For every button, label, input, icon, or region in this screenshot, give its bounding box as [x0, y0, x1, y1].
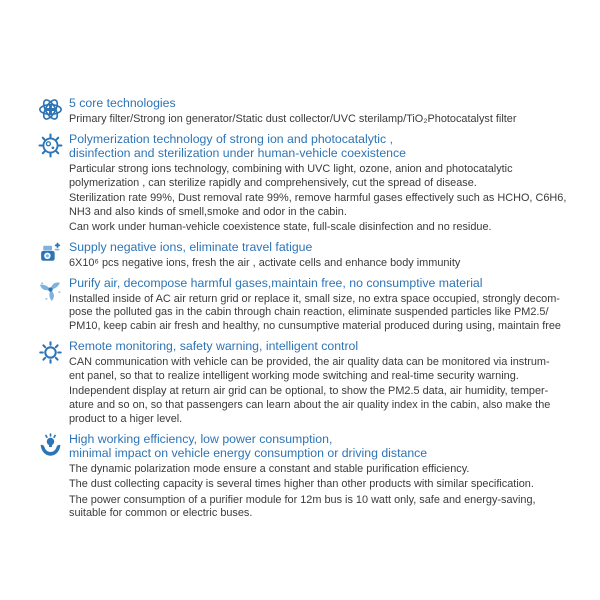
feature-list	[38, 96, 583, 527]
body-line: polymerization , can sterilize rapidly and comprehensively, cut the spread of disease.	[69, 176, 477, 189]
section-remote-monitoring	[38, 339, 583, 427]
section-heading	[69, 276, 583, 291]
body-line: The dynamic polarization mode ensure a constant and stable purification efficiency.	[69, 462, 470, 475]
section-paragraph	[69, 463, 583, 477]
body-line: ent panel, so that to realize intelligent working mode switching and real-time security warning.	[69, 369, 519, 382]
body-line: PM10, keep cabin air fresh and healthy, no cunsumptive material produced during using, maintain free	[69, 320, 561, 333]
heading-line: 5 core technologies	[69, 96, 176, 110]
body-line: ature and so on, so that passengers can learn about the air quality index in the cabin, also make the	[69, 398, 551, 411]
heading-line: minimal impact on vehicle energy consumption or driving distance	[69, 446, 428, 461]
body-line: Primary filter/Strong ion generator/Static dust collector/UVC sterilamp/TiO₂Photocatalyst filter	[69, 112, 517, 125]
body-line: pose the polluted gas in the cabin through chain reaction, eliminate suspended particles like PM2.5/	[69, 306, 549, 319]
virus-icon	[38, 133, 63, 158]
section-core-technologies	[38, 96, 583, 128]
heading-line: Remote monitoring, safety warning, intelligent control	[69, 339, 359, 354]
section-heading	[69, 96, 583, 111]
body-line: suitable for common or electric buses.	[69, 507, 253, 520]
section-paragraph	[69, 113, 583, 127]
section-heading	[69, 132, 583, 161]
section-paragraph	[69, 192, 583, 220]
heading-line: High working efficiency, low power consumption,	[69, 431, 333, 446]
body-line: product to a higer level.	[69, 412, 183, 425]
body-line: 6X10⁶ pcs negative ions, fresh the air , activate cells and enhance body immunity	[69, 256, 461, 269]
section-paragraph	[69, 257, 583, 271]
atom-icon	[38, 97, 63, 122]
section-negative-ions	[38, 240, 583, 272]
section-paragraph	[69, 163, 583, 191]
body-line: CAN communication with vehicle can be provided, the air quality data can be monitored via instrum-	[69, 355, 550, 368]
section-purify-air	[38, 276, 583, 335]
body-line: The power consumption of a purifier module for 12m bus is 10 watt only, safe and energy-saving,	[69, 493, 536, 506]
heading-line: Supply negative ions, eliminate travel fatigue	[69, 240, 313, 255]
section-high-efficiency	[38, 432, 583, 523]
body-line: NH3 and also kinds of smell,smoke and odor in the cabin.	[69, 205, 347, 218]
section-heading	[69, 432, 583, 461]
heading-line: disinfection and sterilization under human-vehicle coexistence	[69, 146, 406, 161]
section-heading	[69, 339, 583, 354]
body-line: Installed inside of AC air return grid or replace it, small size, no extra space occupied, strongly decom-	[69, 292, 560, 305]
energy-saving-bulb-icon	[38, 433, 63, 458]
negative-ions-icon	[38, 241, 63, 266]
section-paragraph	[69, 385, 583, 426]
heading-line: Purify air, decompose harmful gases,maintain free, no consumptive material	[69, 276, 483, 291]
section-paragraph	[69, 356, 583, 384]
section-polymerization	[38, 132, 583, 236]
body-line: Can work under human-vehicle coexistence state, full-scale disinfection and no residue.	[69, 220, 492, 233]
section-heading	[69, 240, 583, 255]
remote-monitoring-icon	[38, 340, 63, 365]
purify-air-icon	[38, 277, 63, 302]
body-line: Sterilization rate 99%, Dust removal rate 99%, remove harmful gases effectively such as HCHO, C6H6,	[69, 191, 567, 204]
section-paragraph	[69, 494, 583, 522]
heading-line: Polymerization technology of strong ion and photocatalytic ,	[69, 131, 394, 146]
body-line: Particular strong ions technology, combining with UVC light, ozone, anion and photocatalytic	[69, 162, 513, 175]
body-line: Independent display at return air grid can be optional, to show the PM2.5 data, air humidity, temper-	[69, 385, 549, 398]
body-line: The dust collecting capacity is several times higher than other products with similar specification.	[69, 478, 534, 491]
section-paragraph	[69, 478, 583, 492]
section-paragraph	[69, 221, 583, 235]
section-paragraph	[69, 293, 583, 334]
